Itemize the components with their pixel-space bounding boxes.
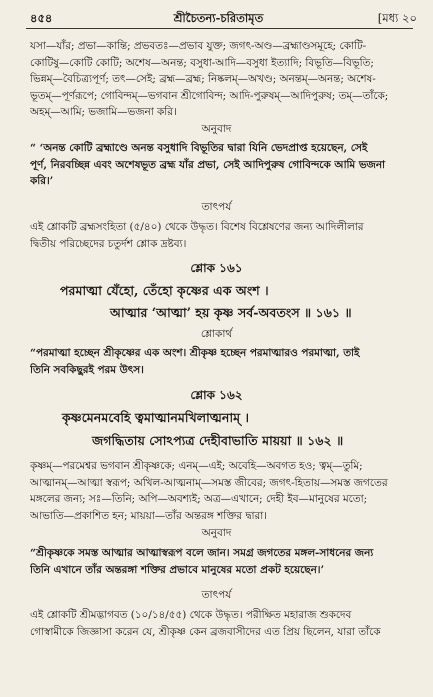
purport-1 [30, 219, 415, 252]
purport-2 [30, 607, 415, 640]
heading-shlokartha: শ্লোকার্থ [200, 328, 233, 340]
text-line: ভূতম্—পূর্ণরূপে; গোবিন্দম্—ভগবান শ্রীগোবিন্দ; আদি-পুরুষম্—আদিপুরুষ; তম্—তাঁকে; [30, 89, 389, 102]
page-number: ৪৫৪ [30, 11, 53, 25]
text-line: এই শ্লোকটি ব্রহ্মসংহিতা (৫/৪০) থেকে উদ্ধৃত। বিশেষ বিশ্লেষণের জন্য আদিলীলার [30, 221, 364, 233]
text-line: আভাতি—প্রকাশিত হন; মায়য়া—তাঁর অন্তরঙ্গ শক্তির দ্বারা। [30, 509, 267, 522]
verse-number-161: শ্লোক ১৬১ [190, 261, 243, 275]
verse-number-162: শ্লোক ১৬২ [190, 388, 243, 402]
verse-162-line-1: কৃষ্ণমেনমবেহি ত্বমাত্মানমখিলাত্মনাম্ । [62, 410, 249, 425]
chapter-label: [মধ্য ২০ [377, 11, 417, 25]
heading-tatparya-1: তাৎপর্য [201, 201, 232, 213]
verse-161-line-1: পরমাত্মা যেঁহো, তেঁহো কৃষ্ণের এক অংশ । [60, 283, 269, 298]
translation-1 [30, 140, 415, 190]
heading-anubad-1: অনুবাদ [201, 123, 232, 135]
verse-162-line-2: জগদ্ধিতায় সোঽপ্যত্র দেহীবাভাতি মায়য়া ॥ ১৬২ ॥ [92, 433, 344, 448]
text-line: মঙ্গলের জন্য; সঃ—তিনি; অপি—অবশ্যই; অত্র—এখানে; দেহী ইব—মানুষের মতো; [30, 493, 368, 506]
word-meanings-1 [30, 38, 415, 121]
text-line: তিনি এখানে তাঁর অন্তরঙ্গা শক্তির প্রভাবে মানুষের মতো প্রকট হয়েছেন।’ [30, 563, 325, 576]
heading-anubad-2: অনুবাদ [201, 527, 232, 539]
text-line: “পরমাত্মা হচ্ছেন শ্রীকৃষ্ণের এক অংশ। শ্রীকৃষ্ণ হচ্ছেন পরমাত্মারও পরমাত্মা, তাই [30, 347, 360, 359]
text-line: অহম্—আমি; ভজামি—ভজনা করি। [30, 106, 177, 119]
text-line: আত্মানম্—আত্মা স্বরূপ; অখিল-আত্মনাম্—সমস্ত জীবের; জগৎ-হিতায়—সমস্ত জগতের [30, 476, 388, 489]
text-line: দ্বিতীয় পরিচ্ছেদের চতুর্দশ শ্লোক দ্রষ্টব্য। [30, 237, 187, 250]
text-line: তিনি সবকিছুরই পরম উৎস। [30, 363, 144, 376]
page-header [18, 8, 419, 28]
word-meanings-2 [30, 458, 415, 524]
text-line: কৃষ্ণম্—পরমেশ্বর ভগবান শ্রীকৃষ্ণকে; এনম্—এই; অবেহি—অবগত হও; ত্বম্—তুমি; [30, 460, 363, 472]
text-line: কোটিষু—কোটি কোটি; অশেষ—অনন্ত; বসুধা-আদি—বসুধা ইত্যাদি; বিভূতি—বিভূতি; [30, 56, 374, 69]
text-line: যসা—যাঁর; প্রভা—কান্তি; প্রভবতঃ—প্রভাব যুক্ত; জগৎ-অণ্ড—ব্রহ্মাণ্ডসমূহে; কোটি- [30, 40, 367, 52]
text-line: “ ‘অনন্ত কোটি ব্রহ্মাণ্ডে অনন্ত বসুধাদি বিভূতির দ্বারা যিনি ভেদপ্রাপ্ত হয়েছেন, সেই [30, 142, 368, 154]
heading-tatparya-2: তাৎপর্য [201, 589, 232, 601]
text-line: করি।’ [30, 175, 54, 188]
text-line: ভিন্নম্—বৈচিত্র্যপূর্ণ; তৎ—সেই; ব্রহ্ম—ব্রহ্ম; নিষ্কলম্—অখণ্ড; অনন্তম্—অনন্ত; অশেষ- [30, 73, 376, 86]
running-title: শ্রীচৈতন্য-চরিতামৃত [173, 11, 264, 25]
text-line: গোস্বামীকে জিজ্ঞাসা করেন যে, শ্রীকৃষ্ণ কেন ব্রজবাসীদের এত প্রিয় ছিলেন, যারা তাঁকে [30, 625, 381, 638]
header-rule [26, 28, 413, 29]
text-line: এই শ্লোকটি শ্রীমদ্ভাগবত (১০/১৪/৫৫) থেকে উদ্ধৃত। পরীক্ষিত মহারাজ শুকদেব [30, 609, 352, 621]
text-line: “শ্রীকৃষ্ণকে সমস্ত আত্মার আত্মাস্বরূপ বলে জান। সমগ্র জগতের মঙ্গল-সাধনের জন্য [30, 547, 374, 559]
verse-161-line-2: আত্মার ‘আত্মা’ হয় কৃষ্ণ সর্ব-অবতংস ॥ ১৬১ ॥ [110, 305, 352, 320]
shlokartha-161 [30, 345, 415, 378]
translation-2 [30, 545, 415, 578]
text-line: পূর্ণ, নিরবচ্ছিন্ন এবং অশেষভূত ব্রহ্ম যাঁর প্রভা, সেই আদিপুরুষ গোবিন্দকে আমি ভজনা [30, 158, 386, 171]
